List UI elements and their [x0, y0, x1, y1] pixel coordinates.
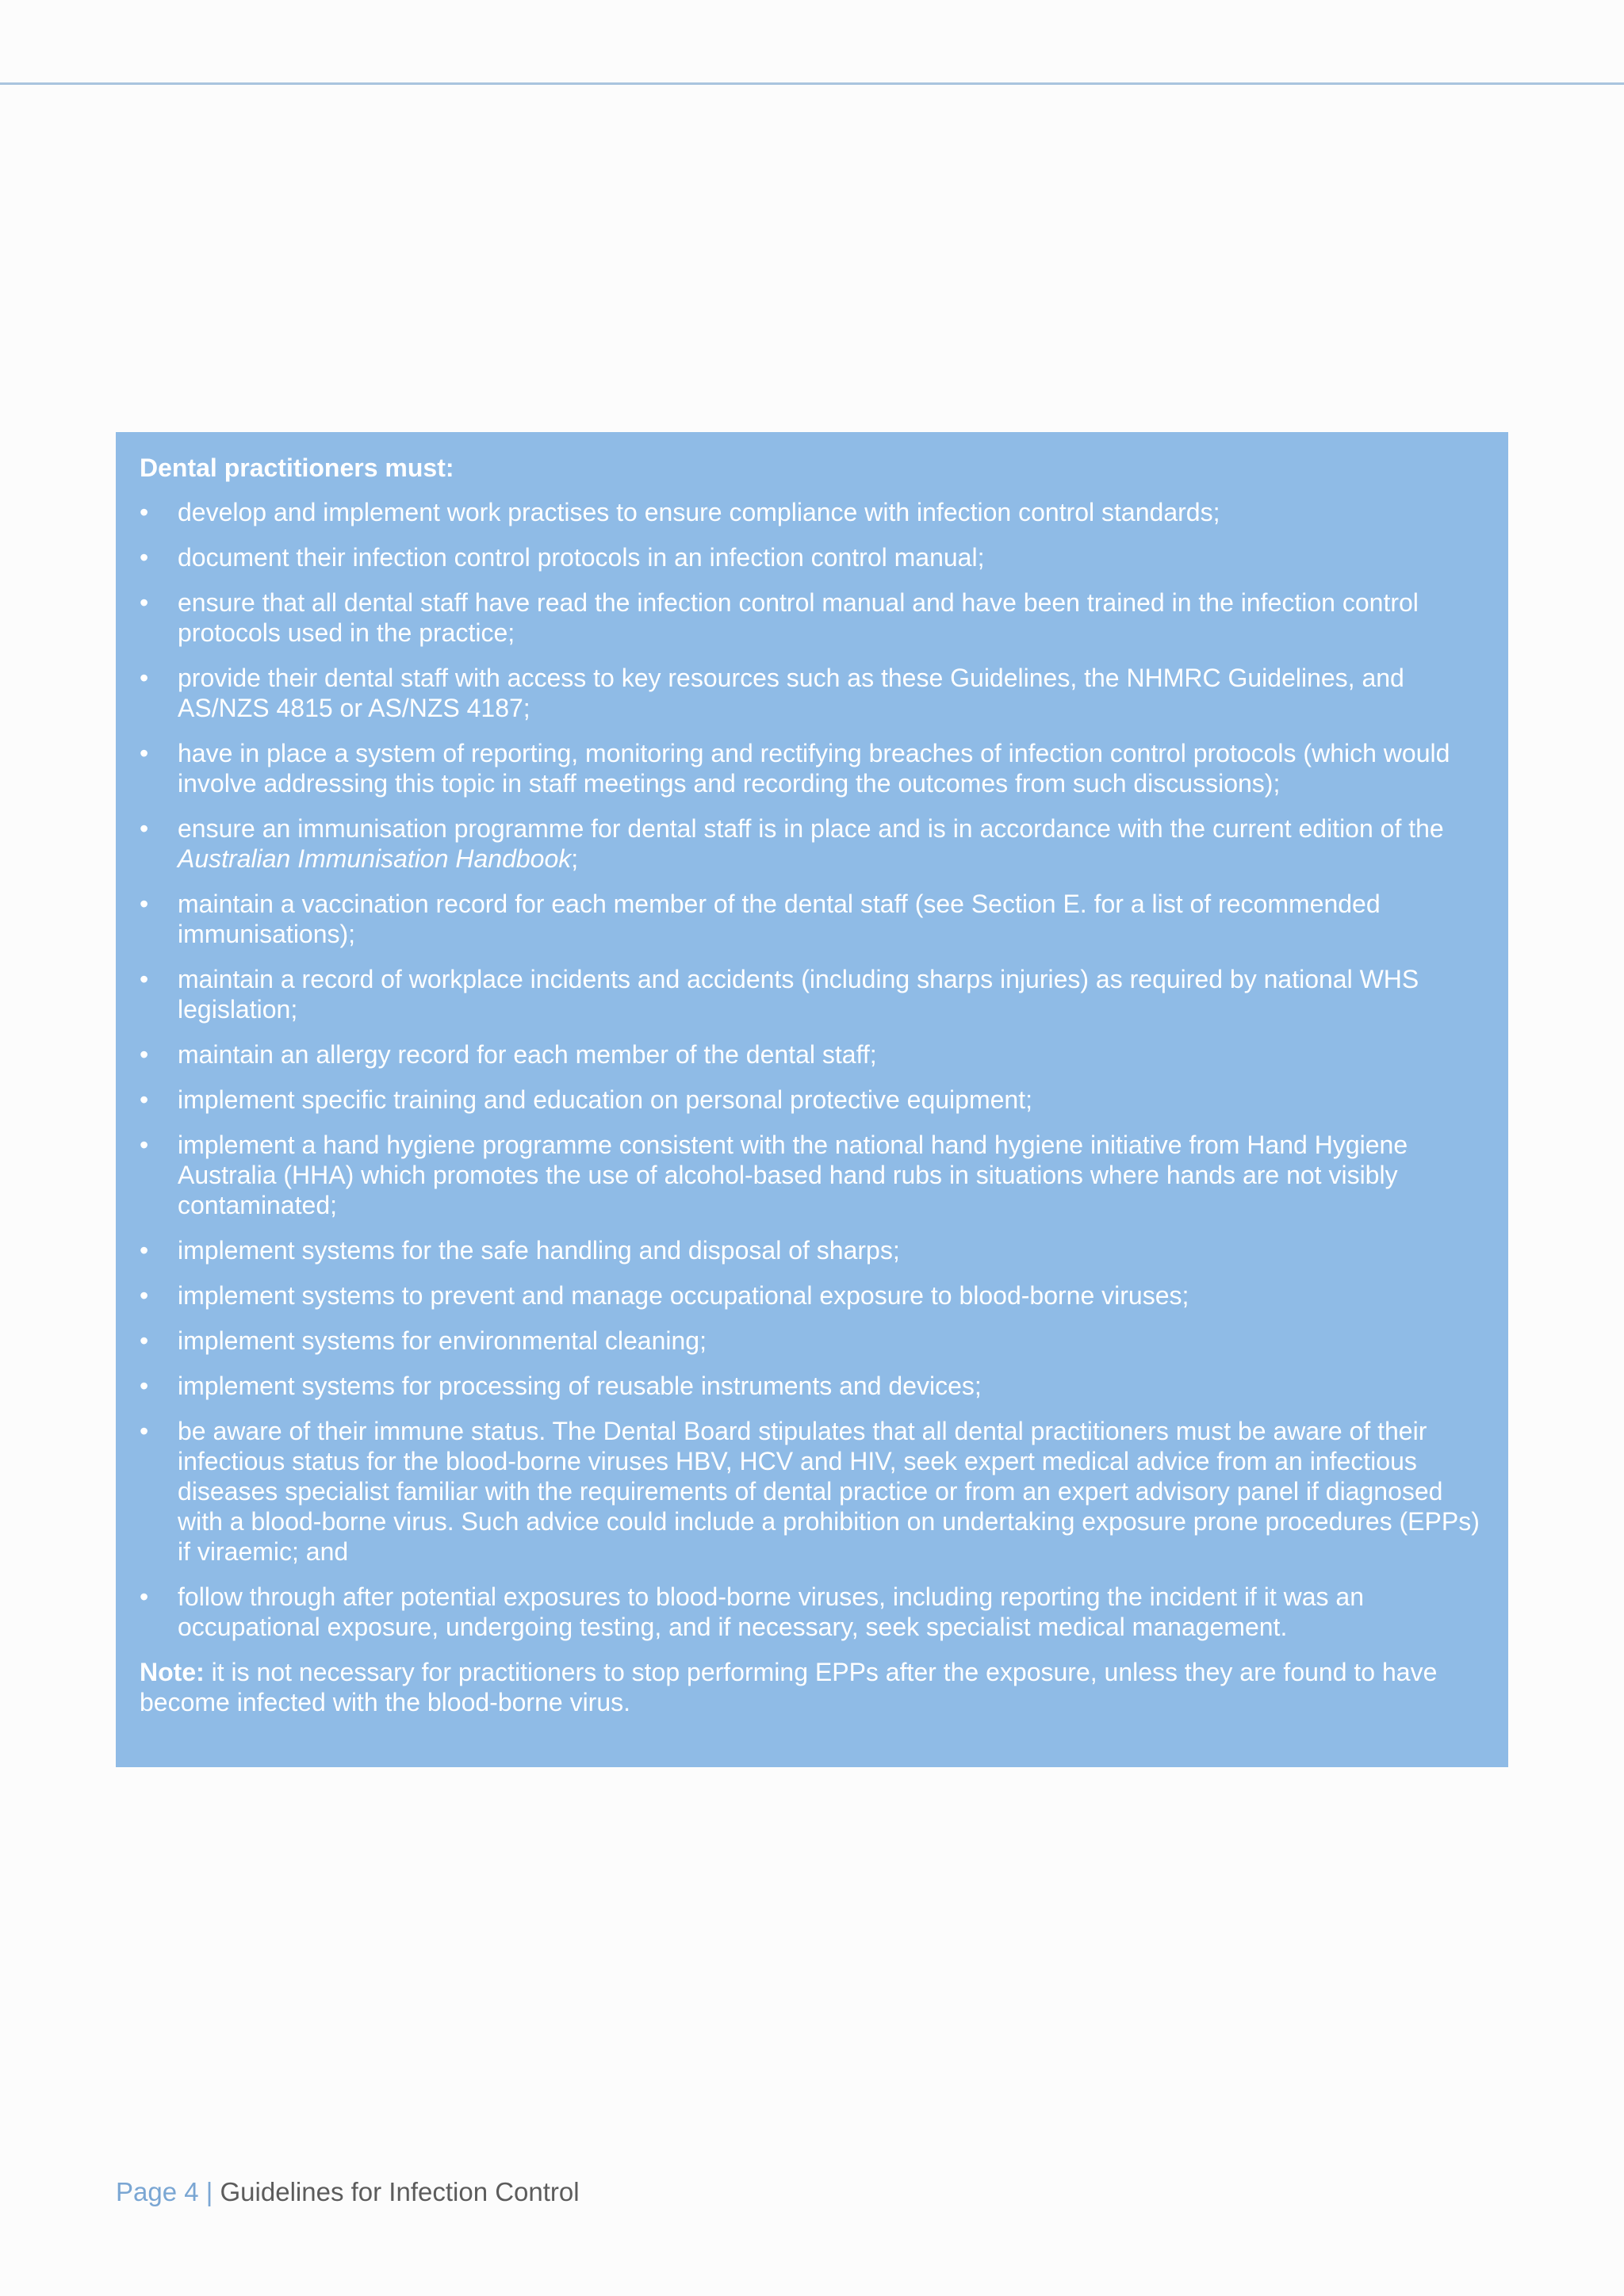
- list-item-text: develop and implement work practises to ensure compliance with infection control standards;: [178, 498, 1220, 526]
- list-item: [140, 964, 1486, 1024]
- list-item: [140, 813, 1486, 874]
- list-item-text: implement a hand hygiene programme consistent with the national hand hygiene initiative from Hand Hygiene Australia (HHA) which promotes the use of alcohol-based hand rubs in situations where hands are not visibly contaminated;: [178, 1131, 1408, 1219]
- bullet-icon: •: [140, 1582, 149, 1611]
- footer-separator: |: [198, 2177, 220, 2206]
- page-footer: [116, 2176, 580, 2208]
- bullet-icon: •: [140, 965, 149, 993]
- list-item: [140, 1039, 1486, 1070]
- requirements-list: [140, 497, 1486, 1642]
- list-item-text: implement systems for processing of reusable instruments and devices;: [178, 1372, 982, 1400]
- bullet-icon: •: [140, 814, 149, 843]
- list-item-text: have in place a system of reporting, monitoring and rectifying breaches of infection control protocols (which would involve addressing this topic in staff meetings and recording the outcomes from such discussions);: [178, 739, 1450, 798]
- callout-heading: Dental practitioners must:: [140, 453, 454, 482]
- note-text: it is not necessary for practitioners to stop performing EPPs after the exposure, unless they are found to have become infected with the blood-borne virus.: [140, 1658, 1438, 1716]
- document-title: Guidelines for Infection Control: [220, 2177, 580, 2206]
- list-item: [140, 1582, 1486, 1642]
- list-item-text: implement specific training and education on personal protective equipment;: [178, 1085, 1032, 1114]
- list-item-text: ensure that all dental staff have read the infection control manual and have been trained in the infection control protocols used in the practice;: [178, 588, 1419, 647]
- list-item-text: maintain a record of workplace incidents and accidents (including sharps injuries) as required by national WHS legislation;: [178, 965, 1419, 1024]
- list-item: [140, 889, 1486, 949]
- list-item: [140, 1371, 1486, 1401]
- list-item-text: maintain a vaccination record for each member of the dental staff (see Section E. for a list of recommended immunisations);: [178, 890, 1381, 948]
- list-item-text: maintain an allergy record for each member of the dental staff;: [178, 1040, 877, 1069]
- bullet-icon: •: [140, 1417, 149, 1445]
- bullet-icon: •: [140, 1040, 149, 1069]
- list-item: [140, 1235, 1486, 1265]
- list-item: [140, 497, 1486, 527]
- bullet-icon: •: [140, 1085, 149, 1114]
- bullet-icon: •: [140, 1326, 149, 1355]
- callout-note: [140, 1657, 1486, 1717]
- bullet-icon: •: [140, 588, 149, 617]
- bullet-icon: •: [140, 1236, 149, 1265]
- list-item: [140, 1280, 1486, 1311]
- bullet-icon: •: [140, 543, 149, 572]
- list-item-text: implement systems for the safe handling and disposal of sharps;: [178, 1236, 900, 1265]
- bullet-icon: •: [140, 1281, 149, 1310]
- list-item: [140, 1085, 1486, 1115]
- list-item: [140, 663, 1486, 723]
- bullet-icon: •: [140, 498, 149, 526]
- bullet-icon: •: [140, 1131, 149, 1159]
- list-item-text: document their infection control protocols in an infection control manual;: [178, 543, 985, 572]
- list-item: [140, 738, 1486, 798]
- bullet-icon: •: [140, 1372, 149, 1400]
- list-item-text-end: ;: [571, 844, 579, 873]
- list-item-text: follow through after potential exposures to blood-borne viruses, including reporting the incident if it was an occupational exposure, undergoing testing, and if necessary, seek specialist medical management.: [178, 1582, 1364, 1641]
- header-rule: [0, 82, 1624, 85]
- list-item-text: implement systems for environmental cleaning;: [178, 1326, 707, 1355]
- list-item-text: implement systems to prevent and manage occupational exposure to blood-borne viruses;: [178, 1281, 1189, 1310]
- list-item-text: provide their dental staff with access to key resources such as these Guidelines, the NHMRC Guidelines, and AS/NZS 4815 or AS/NZS 4187;: [178, 664, 1404, 722]
- bullet-icon: •: [140, 890, 149, 918]
- bullet-icon: •: [140, 664, 149, 692]
- page-number: Page 4: [116, 2177, 199, 2206]
- requirements-callout: [116, 432, 1508, 1767]
- bullet-icon: •: [140, 739, 149, 767]
- note-label: Note:: [140, 1658, 205, 1686]
- list-item-text: be aware of their immune status. The Dental Board stipulates that all dental practitioners must be aware of their infectious status for the blood-borne viruses HBV, HCV and HIV, seek expert medical advice from an infectious diseases specialist familiar with the requirements of dental practice or from an expert advisory panel if diagnosed with a blood-borne virus. Such advice could include a prohibition on undertaking exposure prone procedures (EPPs) if viraemic; and: [178, 1417, 1480, 1566]
- list-item: [140, 542, 1486, 572]
- list-item: [140, 587, 1486, 648]
- list-item: [140, 1130, 1486, 1220]
- list-item: [140, 1326, 1486, 1356]
- list-item: [140, 1416, 1486, 1567]
- list-item-text: ensure an immunisation programme for dental staff is in place and is in accordance with the current edition of the: [178, 814, 1444, 843]
- list-item-italic-title: Australian Immunisation Handbook: [178, 844, 572, 873]
